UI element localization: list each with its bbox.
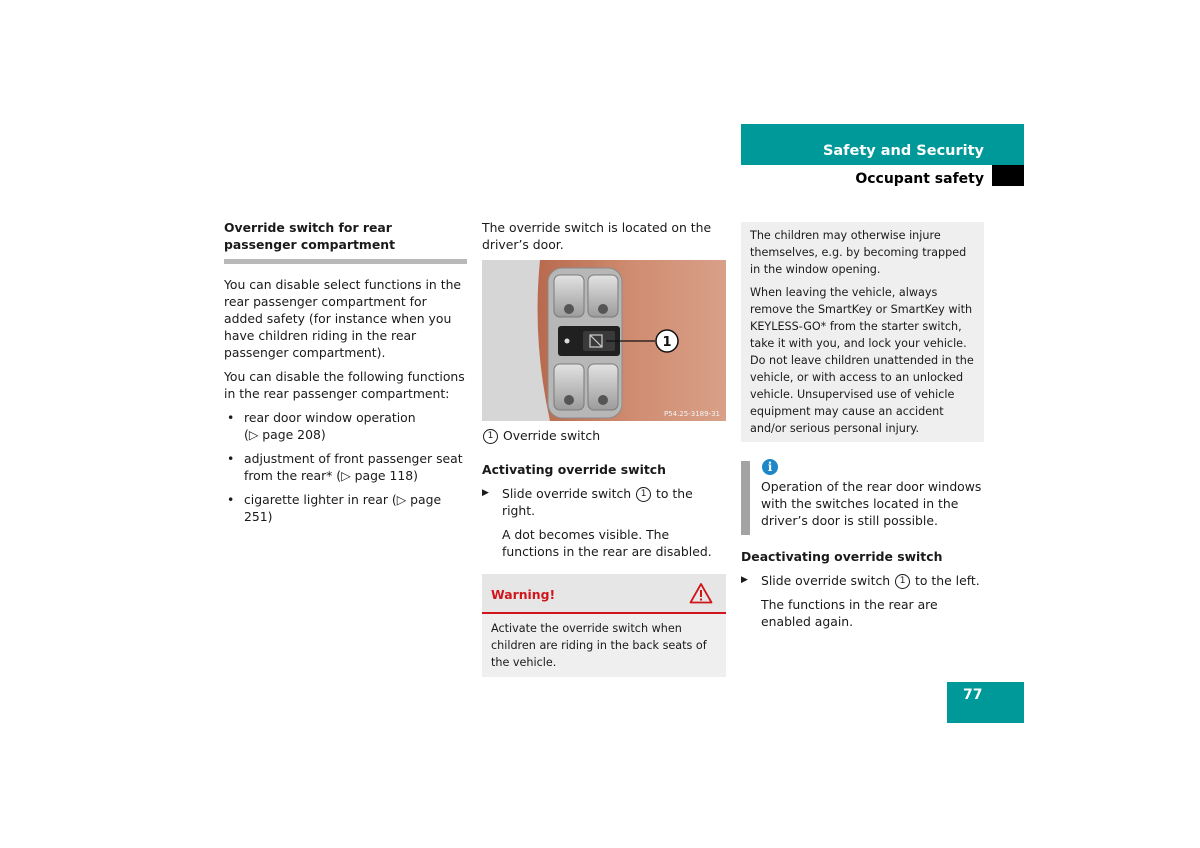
list-item bbox=[224, 450, 467, 484]
info-icon: i bbox=[762, 459, 778, 475]
warning-triangle-icon bbox=[689, 582, 713, 604]
override-switch-photo bbox=[482, 260, 726, 421]
deactivate-result: The functions in the rear are enabled again. bbox=[761, 597, 938, 629]
info-note bbox=[741, 459, 984, 529]
activate-step bbox=[482, 485, 726, 519]
step-arrow-icon: ▶ bbox=[482, 488, 489, 498]
override-heading: Override switch for rear passenger compartment bbox=[224, 219, 467, 264]
function-list bbox=[224, 409, 467, 525]
list-item bbox=[224, 491, 467, 525]
figure-caption bbox=[482, 427, 726, 444]
activate-result: A dot becomes visible. The functions in the rear are disabled. bbox=[502, 527, 712, 559]
header-marker-block bbox=[992, 165, 1024, 186]
warning-title: Warning! bbox=[491, 587, 556, 602]
column-left bbox=[224, 219, 467, 532]
callout-marker: 1 bbox=[636, 487, 651, 502]
list-item bbox=[224, 409, 467, 443]
functions-paragraph: You can disable the following functions in the rear passenger compartment: bbox=[224, 369, 465, 401]
door-panel-illustration bbox=[482, 260, 726, 421]
warning-continuation-1: The children may otherwise injure themselves, e.g. by becoming trapped in the window opening. bbox=[750, 229, 967, 276]
figure-callout-number: 1 bbox=[662, 335, 672, 350]
warning-text: Activate the override switch when children are riding in the back seats of the vehicle. bbox=[491, 622, 707, 669]
step-text: Slide override switch bbox=[502, 486, 636, 501]
callout-marker: 1 bbox=[483, 429, 498, 444]
deactivate-step bbox=[741, 572, 984, 589]
warning-continuation-box bbox=[741, 222, 984, 442]
step-arrow-icon: ▶ bbox=[741, 575, 748, 585]
page-number-box bbox=[947, 682, 1024, 723]
list-item-text: adjustment of front passenger seat bbox=[244, 451, 463, 466]
list-item-text: rear door window operation bbox=[244, 410, 416, 425]
intro-paragraph: You can disable select functions in the rear passenger compartment for added safety (for instance when you have children riding in the rear passenger compartment). bbox=[224, 277, 462, 360]
step-text: Slide override switch bbox=[761, 573, 895, 588]
caption-text: Override switch bbox=[502, 428, 601, 443]
activate-heading: Activating override switch bbox=[482, 462, 666, 477]
page-reference-link[interactable]: from the rear* (▷ page 118) bbox=[244, 468, 418, 483]
column-right bbox=[741, 222, 984, 630]
figure-code: P54.25-3189-31 bbox=[663, 410, 720, 418]
section-title: Safety and Security bbox=[822, 143, 984, 159]
callout-marker: 1 bbox=[895, 574, 910, 589]
subsection-title: Occupant safety bbox=[855, 171, 984, 187]
list-item-text: cigarette lighter in rear (▷ page 251) bbox=[244, 492, 442, 524]
location-paragraph: The override switch is located on the driver’s door. bbox=[482, 220, 712, 252]
step-text-end: to the right. bbox=[502, 486, 693, 518]
warning-box bbox=[482, 574, 726, 677]
info-side-bar bbox=[741, 461, 750, 535]
warning-continuation-2: When leaving the vehicle, always remove the SmartKey or SmartKey with KEYLESS-GO* from the starter switch, take it with you, and lock your vehicle. Do not leave children unattended in the vehicle, or with access to an unlocked vehicle. Unsupervised use of vehicle equipment may cause an accident and/or serious personal injury. bbox=[750, 286, 974, 435]
page-reference-link[interactable]: (▷ page 208) bbox=[244, 427, 326, 442]
deactivate-heading: Deactivating override switch bbox=[741, 549, 943, 564]
column-middle bbox=[482, 219, 726, 677]
info-text: Operation of the rear door windows with the switches located in the driver’s door is still possible. bbox=[761, 479, 982, 528]
warning-header bbox=[482, 574, 726, 614]
step-text-end: to the left. bbox=[911, 573, 980, 588]
page-number: 77 bbox=[963, 687, 983, 703]
